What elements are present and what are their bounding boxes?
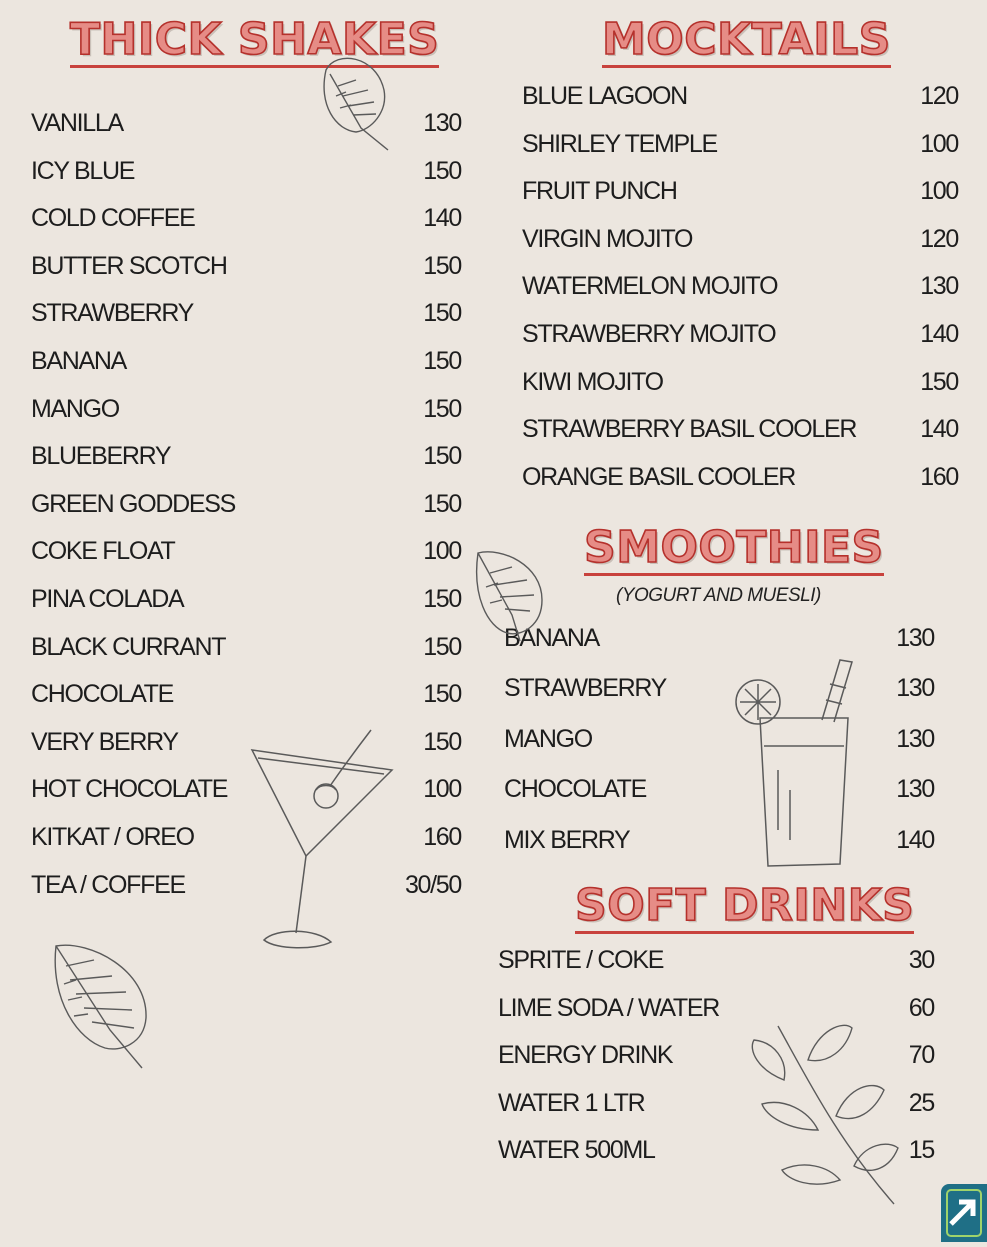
item-name: CHOCOLATE [504, 775, 647, 804]
menu-item [31, 203, 461, 251]
smoothies-list [504, 623, 934, 875]
item-name: STRAWBERRY [31, 299, 194, 328]
item-price: 30/50 [404, 870, 461, 899]
soft-drinks-title: SOFT DRINKS [575, 880, 915, 931]
item-name: WATERMELON MOJITO [522, 272, 778, 301]
smoothies-subtitle: (YOGURT AND MUESLI) [616, 585, 821, 606]
item-name: KITKAT / OREO [31, 822, 194, 851]
item-name: HOT CHOCOLATE [31, 775, 228, 804]
item-name: ENERGY DRINK [498, 1041, 673, 1070]
menu-item [504, 623, 934, 673]
item-price: 150 [423, 680, 461, 709]
item-price: 150 [423, 251, 461, 280]
item-price: 160 [423, 822, 461, 851]
item-name: ICY BLUE [31, 156, 135, 185]
item-price: 130 [896, 674, 934, 703]
item-name: KIWI MOJITO [522, 367, 663, 396]
item-price: 120 [920, 224, 958, 253]
item-price: 150 [423, 394, 461, 423]
item-name: STRAWBERRY [504, 674, 667, 703]
item-name: TEA / COFFEE [31, 870, 185, 899]
item-name: WATER 1 LTR [498, 1088, 645, 1117]
menu-item [31, 441, 461, 489]
menu-item [504, 673, 934, 723]
item-price: 100 [920, 129, 958, 158]
item-price: 150 [920, 367, 958, 396]
menu-item [522, 414, 958, 462]
item-price: 120 [920, 82, 958, 110]
item-price: 150 [423, 156, 461, 185]
menu-item [31, 584, 461, 632]
menu-item [522, 81, 958, 129]
item-name: BUTTER SCOTCH [31, 251, 227, 280]
item-name: MANGO [31, 394, 119, 423]
menu-item [31, 632, 461, 680]
menu-item [31, 156, 461, 204]
item-price: 150 [423, 632, 461, 661]
menu-item [504, 724, 934, 774]
juice-glass-icon [730, 650, 865, 875]
item-name: LIME SODA / WATER [498, 993, 719, 1022]
thick-shakes-title: THICK SHAKES [70, 14, 440, 65]
item-price: 150 [423, 727, 461, 756]
item-price: 130 [920, 272, 958, 301]
item-name: GREEN GODDESS [31, 489, 235, 518]
martini-glass-icon [246, 728, 396, 953]
menu-item [498, 945, 934, 993]
item-price: 60 [908, 993, 934, 1022]
menu-item [31, 394, 461, 442]
item-price: 25 [908, 1088, 934, 1117]
item-name: SPRITE / COKE [498, 946, 664, 974]
leaf-icon [50, 940, 150, 1075]
item-price: 150 [423, 442, 461, 471]
menu-item [504, 774, 934, 824]
item-name: VIRGIN MOJITO [522, 224, 693, 253]
item-price: 150 [423, 299, 461, 328]
item-price: 130 [896, 624, 934, 652]
item-name: VANILLA [31, 109, 123, 137]
item-name: BLUEBERRY [31, 442, 171, 471]
item-name: SHIRLEY TEMPLE [522, 129, 717, 158]
menu-item [522, 462, 958, 510]
item-name: STRAWBERRY MOJITO [522, 319, 776, 348]
item-price: 15 [908, 1136, 934, 1165]
menu-item [522, 224, 958, 272]
menu-item [31, 679, 461, 727]
menu-item [31, 346, 461, 394]
menu-item [522, 319, 958, 367]
item-price: 30 [908, 946, 934, 974]
item-price: 70 [908, 1041, 934, 1070]
item-price: 130 [423, 109, 461, 137]
item-name: MIX BERRY [504, 825, 630, 854]
item-price: 100 [920, 177, 958, 206]
item-name: BLUE LAGOON [522, 82, 687, 110]
herb-sprig-icon [748, 1020, 903, 1210]
menu-item [522, 176, 958, 224]
leaf-icon [472, 545, 552, 645]
leaf-icon [316, 50, 396, 155]
corner-badge-icon [941, 1184, 987, 1242]
item-name: WATER 500ML [498, 1136, 655, 1165]
menu-item [31, 489, 461, 537]
item-price: 100 [423, 775, 461, 804]
item-price: 140 [423, 204, 461, 233]
menu-item [31, 536, 461, 584]
menu-item [522, 367, 958, 415]
item-name: BLACK CURRANT [31, 632, 226, 661]
item-price: 140 [920, 319, 958, 348]
item-price: 130 [896, 775, 934, 804]
menu-item [31, 251, 461, 299]
item-price: 140 [920, 415, 958, 444]
item-name: CHOCOLATE [31, 680, 174, 709]
item-name: VERY BERRY [31, 727, 178, 756]
item-price: 100 [423, 537, 461, 566]
item-price: 150 [423, 346, 461, 375]
item-name: ORANGE BASIL COOLER [522, 462, 796, 491]
menu-item [504, 825, 934, 875]
item-price: 140 [896, 825, 934, 854]
item-price: 130 [896, 724, 934, 753]
mocktails-title: MOCKTAILS [602, 14, 891, 65]
item-name: COKE FLOAT [31, 537, 175, 566]
item-name: STRAWBERRY BASIL COOLER [522, 415, 857, 444]
item-name: COLD COFFEE [31, 204, 195, 233]
item-name: BANANA [504, 624, 600, 652]
item-price: 160 [920, 462, 958, 491]
mocktails-list [522, 81, 958, 509]
menu-item [522, 129, 958, 177]
menu-item [522, 271, 958, 319]
item-name: FRUIT PUNCH [522, 177, 677, 206]
item-name: MANGO [504, 724, 592, 753]
item-price: 150 [423, 584, 461, 613]
menu-item [31, 108, 461, 156]
smoothies-title: SMOOTHIES [584, 522, 884, 573]
item-price: 150 [423, 489, 461, 518]
item-name: BANANA [31, 346, 127, 375]
menu-item [31, 298, 461, 346]
item-name: PINA COLADA [31, 584, 184, 613]
